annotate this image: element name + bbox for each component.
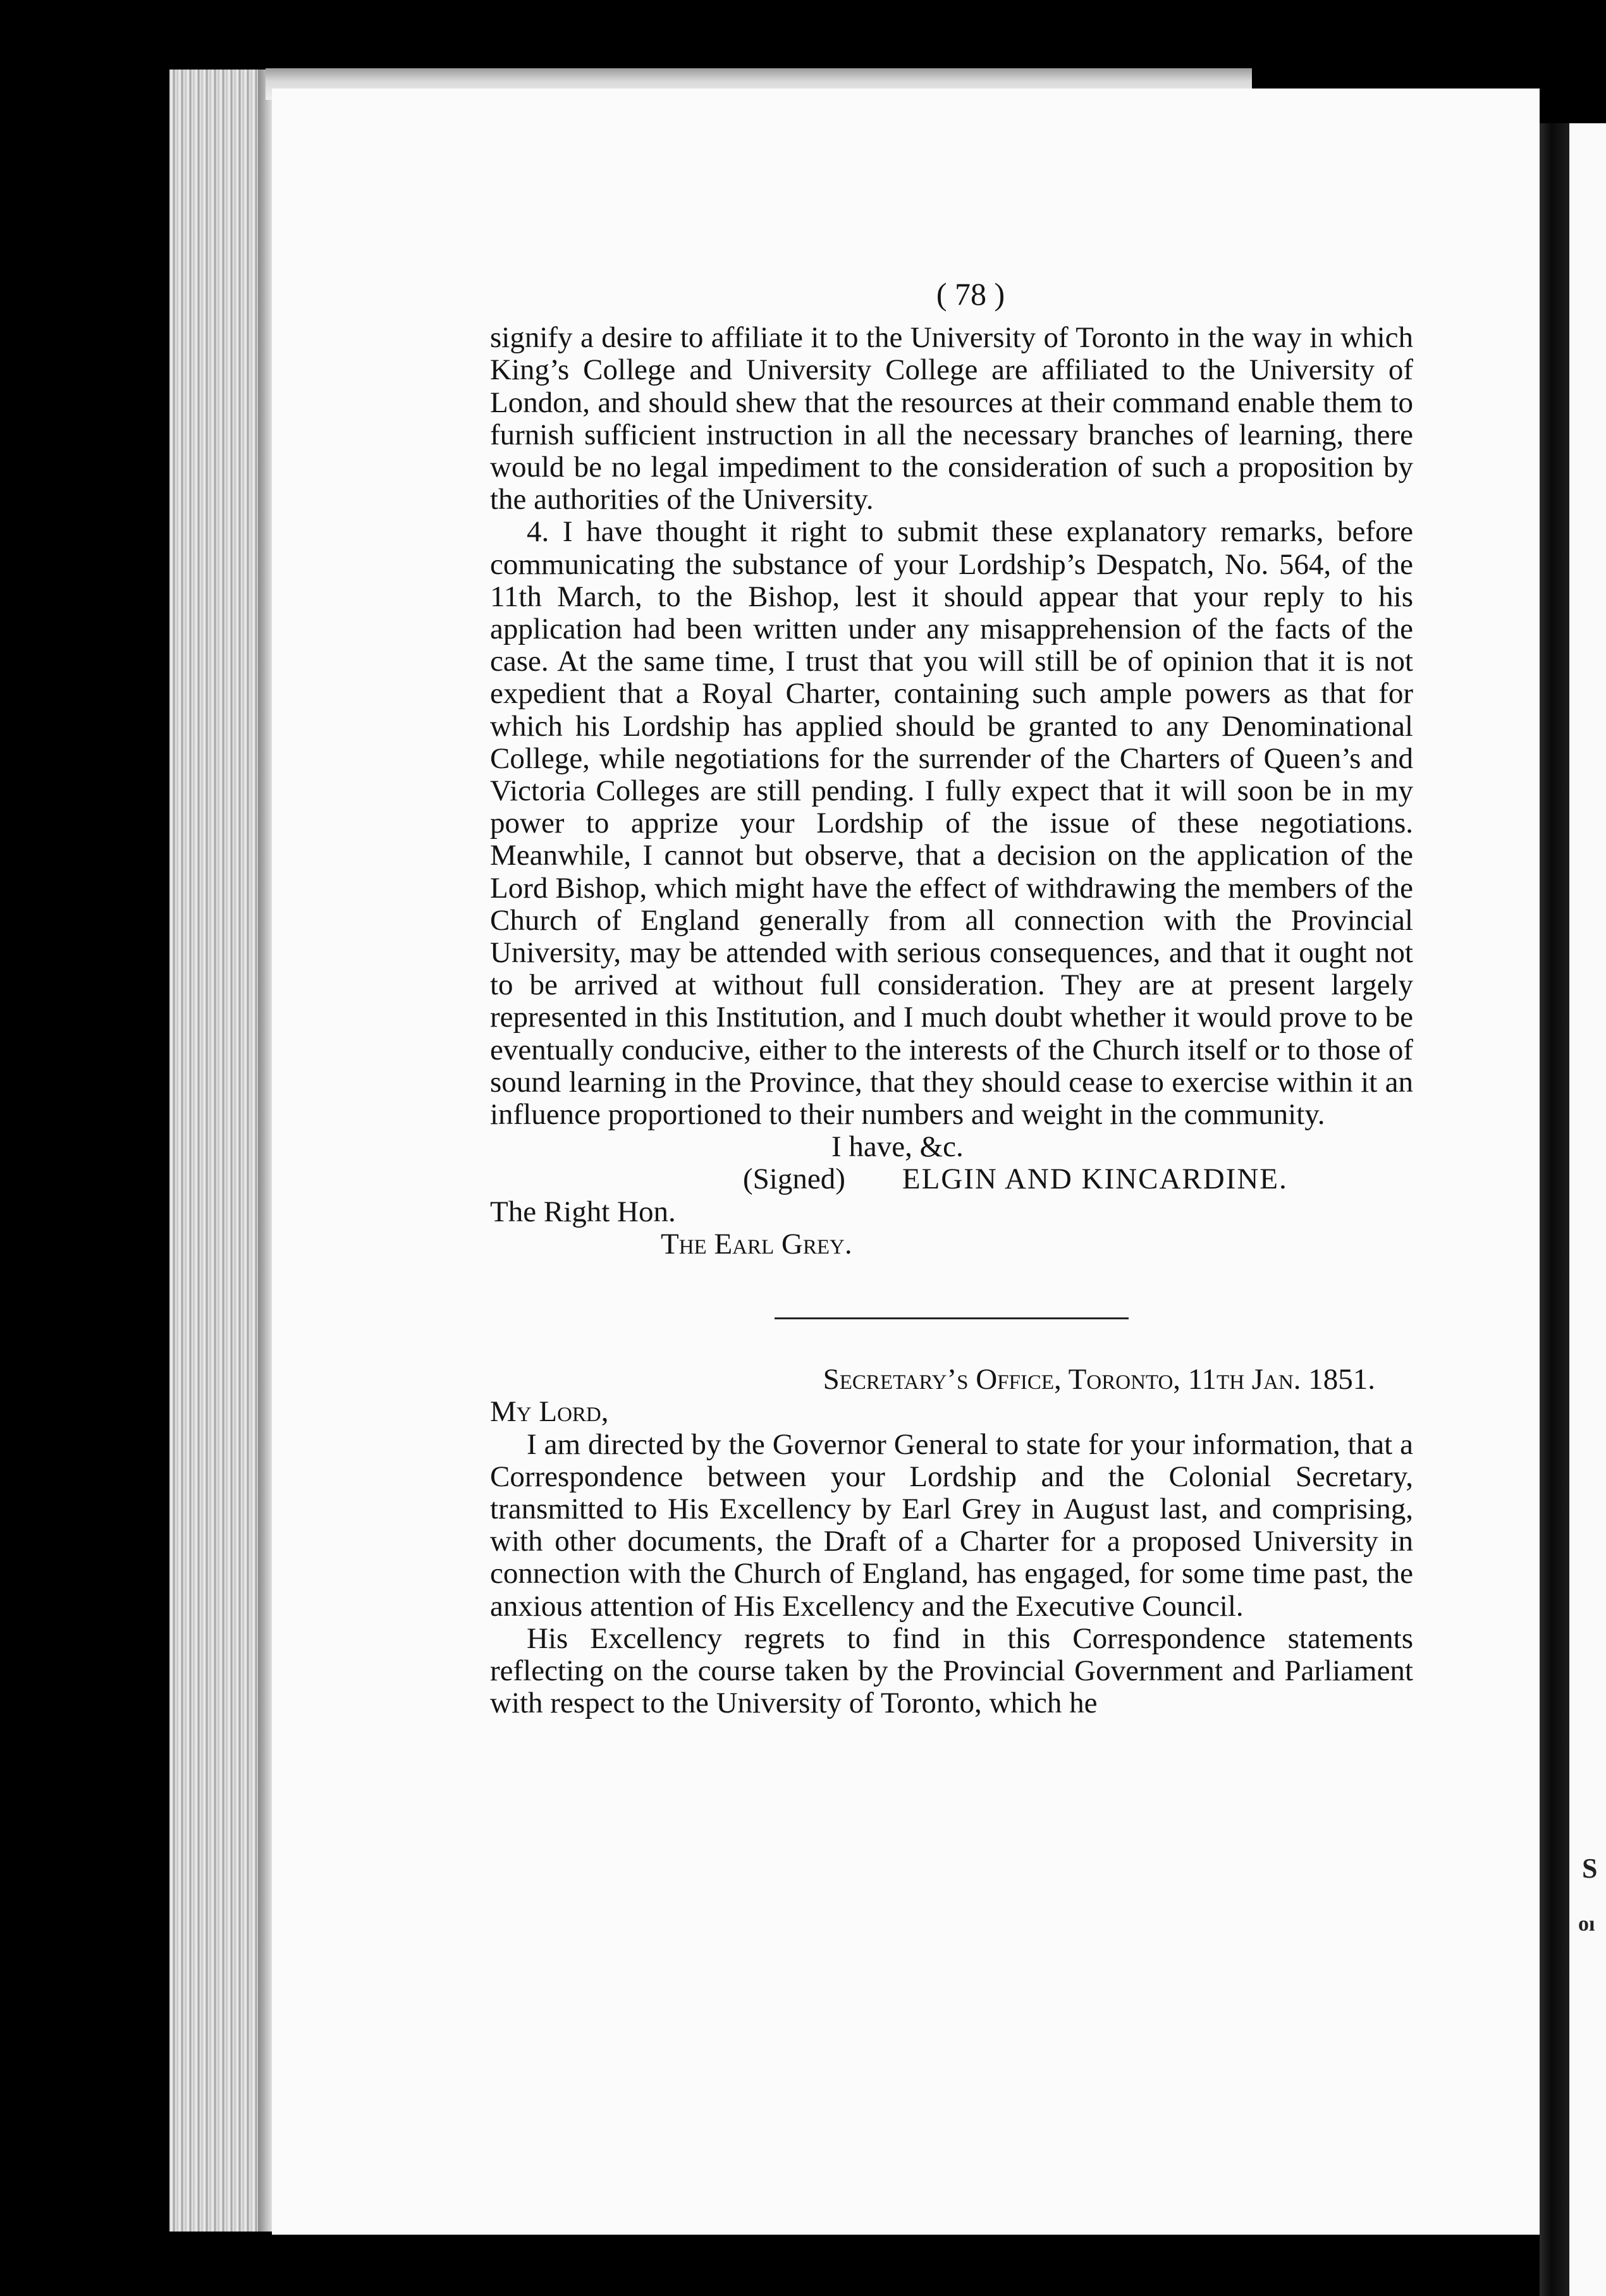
book-page-edge-shadow — [258, 70, 272, 2232]
paragraph: signify a desire to affiliate it to the University of Toronto in the way in which King’s College and University College are affiliated to the University of London, and should shew that the resources at their command enable them to furnish sufficient instruction in all the necessary branches of learning, there would be no legal impediment to the consideration of such a proposition by the authorities of the University. — [490, 321, 1413, 516]
section-divider — [775, 1317, 1129, 1319]
page-number: ( 78 ) — [936, 276, 1005, 312]
signature-line — [490, 1163, 1413, 1195]
page-text-block — [490, 278, 1413, 1719]
book-gutter — [1540, 123, 1569, 2296]
next-page-fragment: S — [1582, 1853, 1598, 1884]
signed-label: (Signed) — [743, 1163, 845, 1196]
next-page-fragment: oı — [1578, 1912, 1595, 1936]
signatory-name: ELGIN AND KINCARDINE. — [902, 1163, 1288, 1196]
letter-header: Secretary’s Office, Toronto, 11th Jan. 1851. — [823, 1363, 1375, 1396]
book-page-edges — [169, 70, 271, 2232]
addressee-name: The Earl Grey. — [661, 1227, 852, 1261]
closing-phrase: I have, &c. — [831, 1130, 964, 1164]
addressee-title: The Right Hon. — [490, 1195, 676, 1228]
salutation: My Lord, — [490, 1395, 609, 1429]
paragraph: His Excellency regrets to find in this Correspondence statements reflecting on the course taken by the Provincial Government and Parliament with respect to the University of Toronto, which he — [490, 1621, 1413, 1720]
letter-closing — [490, 1131, 1413, 1261]
paragraph: 4. I have thought it right to submit these explanatory remarks, before communicating the substance of your Lordship’s Despatch, No. 564, of the 11th March, to the Bishop, lest it should appear that your reply to his application had been written under any misapprehension of the facts of the case. At the same time, I trust that you will still be of opinion that it is not expedient that a Royal Charter, containing such ample powers as that for which his Lordship has applied should be granted to any Denominational College, while negotiations for the surrender of the Charters of Queen’s and Victoria Colleges are still pending. I fully expect that it will soon be in my power to apprize your Lordship of the issue of these negotiations. Meanwhile, I cannot but observe, that a decision on the application of the Lord Bishop, which might have the effect of withdrawing the members of the Church of England generally from all connection with the Provincial University, may be attended with serious consequences, and that it ought not to be arrived at without full consideration. They are at present largely represented in this Institution, and I much doubt whether it would prove to be eventually conducive, either to the interests of the Church itself or to those of sound learning in the Province, that they should cease to exercise within it an influence proportioned to their numbers and weight in the community. — [490, 515, 1413, 1132]
next-page-edge — [1569, 123, 1606, 2296]
paragraph: I am directed by the Governor General to state for your information, that a Correspondence between your Lordship and the Colonial Secretary, transmitted to His Excellency by Earl Grey in August last, and comprising, with other documents, the Draft of a Charter for a proposed University in connection with the Church of England, has engaged, for some time past, the anxious attention of His Excellency and the Executive Council. — [490, 1427, 1413, 1623]
